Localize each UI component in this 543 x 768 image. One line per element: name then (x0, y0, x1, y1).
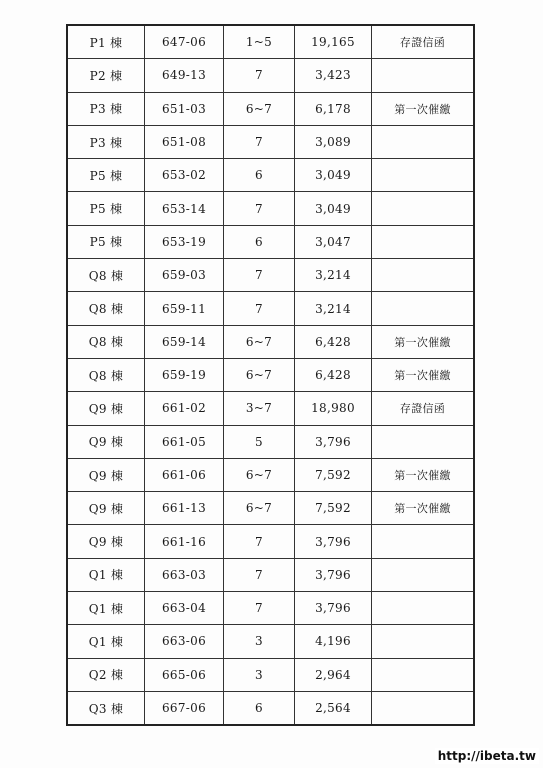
table-row (67, 125, 474, 158)
lot-number-cell: 659-03 (145, 259, 224, 292)
amount-cell: 3,214 (295, 292, 372, 325)
note-cell (372, 592, 475, 625)
building-cell: P3 棟 (67, 125, 145, 158)
floor-cell: 3~7 (224, 392, 295, 425)
note-cell (372, 192, 475, 225)
amount-cell: 3,796 (295, 558, 372, 591)
note-cell (372, 225, 475, 258)
lot-number-cell: 667-06 (145, 691, 224, 725)
table-row (67, 658, 474, 691)
table-row (67, 458, 474, 491)
lot-number-cell: 647-06 (145, 25, 224, 59)
amount-cell: 3,423 (295, 59, 372, 92)
table-row (67, 25, 474, 59)
floor-cell: 3 (224, 658, 295, 691)
lot-number-cell: 653-14 (145, 192, 224, 225)
floor-cell: 7 (224, 292, 295, 325)
floor-cell: 6~7 (224, 358, 295, 391)
note-cell (372, 425, 475, 458)
note-cell (372, 558, 475, 591)
note-cell: 第一次催繳 (372, 92, 475, 125)
table-row (67, 159, 474, 192)
building-cell: P2 棟 (67, 59, 145, 92)
amount-cell: 3,049 (295, 159, 372, 192)
note-cell (372, 59, 475, 92)
note-cell (372, 292, 475, 325)
floor-cell: 1~5 (224, 25, 295, 59)
note-cell: 第一次催繳 (372, 458, 475, 491)
table-row (67, 192, 474, 225)
lot-number-cell: 661-13 (145, 492, 224, 525)
table-row (67, 225, 474, 258)
floor-cell: 7 (224, 558, 295, 591)
lot-number-cell: 653-19 (145, 225, 224, 258)
building-cell: P3 棟 (67, 92, 145, 125)
floor-cell: 7 (224, 125, 295, 158)
note-cell (372, 691, 475, 725)
table-row (67, 492, 474, 525)
building-cell: Q2 棟 (67, 658, 145, 691)
floor-cell: 6 (224, 225, 295, 258)
amount-cell: 3,796 (295, 525, 372, 558)
table-row (67, 325, 474, 358)
lot-number-cell: 663-06 (145, 625, 224, 658)
table-row (67, 691, 474, 725)
building-cell: Q9 棟 (67, 525, 145, 558)
building-cell: Q8 棟 (67, 259, 145, 292)
floor-cell: 3 (224, 625, 295, 658)
table-row (67, 92, 474, 125)
building-cell: Q3 棟 (67, 691, 145, 725)
arrears-table (66, 24, 475, 726)
lot-number-cell: 661-02 (145, 392, 224, 425)
building-cell: P5 棟 (67, 225, 145, 258)
note-cell (372, 658, 475, 691)
amount-cell: 6,428 (295, 358, 372, 391)
lot-number-cell: 661-05 (145, 425, 224, 458)
floor-cell: 6 (224, 159, 295, 192)
lot-number-cell: 665-06 (145, 658, 224, 691)
lot-number-cell: 653-02 (145, 159, 224, 192)
table-row (67, 59, 474, 92)
note-cell: 存證信函 (372, 25, 475, 59)
building-cell: Q8 棟 (67, 292, 145, 325)
floor-cell: 7 (224, 525, 295, 558)
table-row (67, 358, 474, 391)
building-cell: Q9 棟 (67, 492, 145, 525)
table-row (67, 425, 474, 458)
note-cell (372, 159, 475, 192)
note-cell: 存證信函 (372, 392, 475, 425)
note-cell (372, 259, 475, 292)
building-cell: Q9 棟 (67, 425, 145, 458)
floor-cell: 6~7 (224, 492, 295, 525)
lot-number-cell: 659-19 (145, 358, 224, 391)
building-cell: P5 棟 (67, 159, 145, 192)
amount-cell: 7,592 (295, 492, 372, 525)
floor-cell: 6~7 (224, 92, 295, 125)
site-watermark: http://ibeta.tw (435, 748, 539, 764)
building-cell: Q9 棟 (67, 392, 145, 425)
lot-number-cell: 659-14 (145, 325, 224, 358)
table-row (67, 525, 474, 558)
building-cell: P1 棟 (67, 25, 145, 59)
table-row (67, 625, 474, 658)
amount-cell: 7,592 (295, 458, 372, 491)
lot-number-cell: 651-08 (145, 125, 224, 158)
amount-cell: 3,047 (295, 225, 372, 258)
building-cell: Q1 棟 (67, 558, 145, 591)
lot-number-cell: 661-16 (145, 525, 224, 558)
note-cell (372, 125, 475, 158)
floor-cell: 6 (224, 691, 295, 725)
amount-cell: 3,089 (295, 125, 372, 158)
table-row (67, 592, 474, 625)
floor-cell: 6~7 (224, 325, 295, 358)
building-cell: Q1 棟 (67, 592, 145, 625)
note-cell: 第一次催繳 (372, 492, 475, 525)
table-row (67, 292, 474, 325)
note-cell: 第一次催繳 (372, 358, 475, 391)
amount-cell: 6,178 (295, 92, 372, 125)
building-cell: Q9 棟 (67, 458, 145, 491)
amount-cell: 6,428 (295, 325, 372, 358)
lot-number-cell: 661-06 (145, 458, 224, 491)
building-cell: Q8 棟 (67, 358, 145, 391)
floor-cell: 7 (224, 259, 295, 292)
building-cell: Q8 棟 (67, 325, 145, 358)
amount-cell: 3,796 (295, 592, 372, 625)
amount-cell: 3,049 (295, 192, 372, 225)
amount-cell: 2,964 (295, 658, 372, 691)
floor-cell: 7 (224, 59, 295, 92)
amount-cell: 2,564 (295, 691, 372, 725)
note-cell (372, 625, 475, 658)
floor-cell: 5 (224, 425, 295, 458)
arrears-table-body (67, 25, 474, 725)
amount-cell: 18,980 (295, 392, 372, 425)
building-cell: Q1 棟 (67, 625, 145, 658)
building-cell: P5 棟 (67, 192, 145, 225)
table-row (67, 392, 474, 425)
floor-cell: 6~7 (224, 458, 295, 491)
note-cell: 第一次催繳 (372, 325, 475, 358)
lot-number-cell: 663-04 (145, 592, 224, 625)
table-row (67, 558, 474, 591)
lot-number-cell: 649-13 (145, 59, 224, 92)
amount-cell: 19,165 (295, 25, 372, 59)
lot-number-cell: 651-03 (145, 92, 224, 125)
amount-cell: 4,196 (295, 625, 372, 658)
table-row (67, 259, 474, 292)
note-cell (372, 525, 475, 558)
floor-cell: 7 (224, 192, 295, 225)
amount-cell: 3,214 (295, 259, 372, 292)
floor-cell: 7 (224, 592, 295, 625)
lot-number-cell: 663-03 (145, 558, 224, 591)
amount-cell: 3,796 (295, 425, 372, 458)
lot-number-cell: 659-11 (145, 292, 224, 325)
